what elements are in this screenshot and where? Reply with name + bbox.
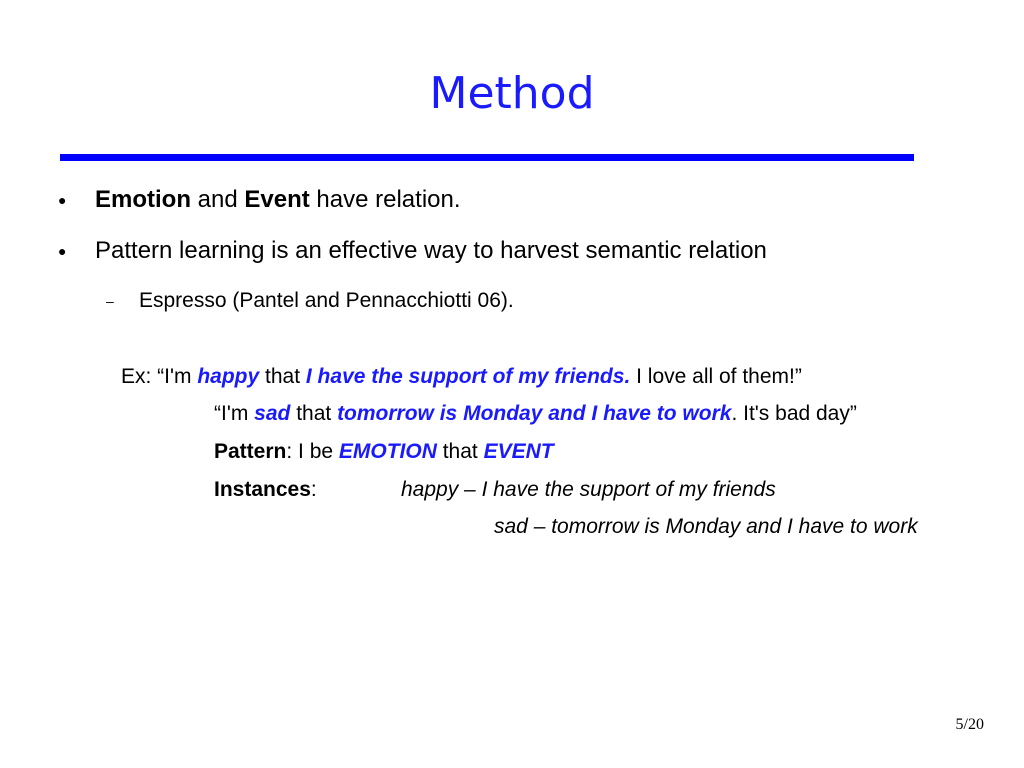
instance-1-text: happy – I have the support of my friends [401, 478, 776, 501]
page-number: 5/20 [955, 716, 984, 733]
bullet-text: Pattern learning is an effective way to harvest semantic relation [95, 237, 767, 264]
bullet-dot-icon: ● [58, 243, 67, 259]
pattern-label: Pattern [214, 440, 287, 463]
title-underline [60, 154, 914, 161]
term-event: Event [244, 186, 310, 213]
example-that: that [259, 365, 306, 388]
bullet-rest: have relation. [309, 186, 461, 213]
instance-2 [494, 514, 918, 540]
sub-bullet-text: Espresso (Pantel and Pennacchiotti 06). [139, 289, 514, 312]
example-line-1 [121, 364, 802, 390]
example-suffix: I love all of them!” [630, 365, 802, 388]
pattern-line [214, 439, 554, 465]
instance-1 [401, 477, 776, 503]
pattern-event: EVENT [483, 440, 554, 463]
bullet-connector: and [191, 186, 245, 213]
example2-emotion: sad [254, 402, 291, 425]
bullet-dot-icon: ● [58, 192, 67, 208]
bullet-text [95, 186, 461, 214]
instances-colon: : [310, 478, 317, 501]
dash-icon: – [106, 293, 114, 309]
example-prefix: Ex: “I'm [121, 365, 198, 388]
pattern-that: that [436, 440, 484, 463]
example2-prefix: “I'm [214, 402, 255, 425]
example2-that: that [290, 402, 338, 425]
instances-label: Instances [214, 478, 311, 501]
pattern-mid: : I be [286, 440, 339, 463]
instances-label-line [214, 477, 317, 503]
example-event: I have the support of my friends. [305, 365, 631, 388]
instance-2-text: sad – tomorrow is Monday and I have to work [494, 515, 918, 538]
example2-suffix: . It's bad day” [731, 402, 857, 425]
example2-event: tomorrow is Monday and I have to work [337, 402, 732, 425]
pattern-emotion: EMOTION [338, 440, 437, 463]
example-emotion: happy [197, 365, 260, 388]
slide-title: Method [429, 68, 595, 119]
term-emotion: Emotion [95, 186, 191, 213]
example-line-2 [214, 401, 857, 427]
